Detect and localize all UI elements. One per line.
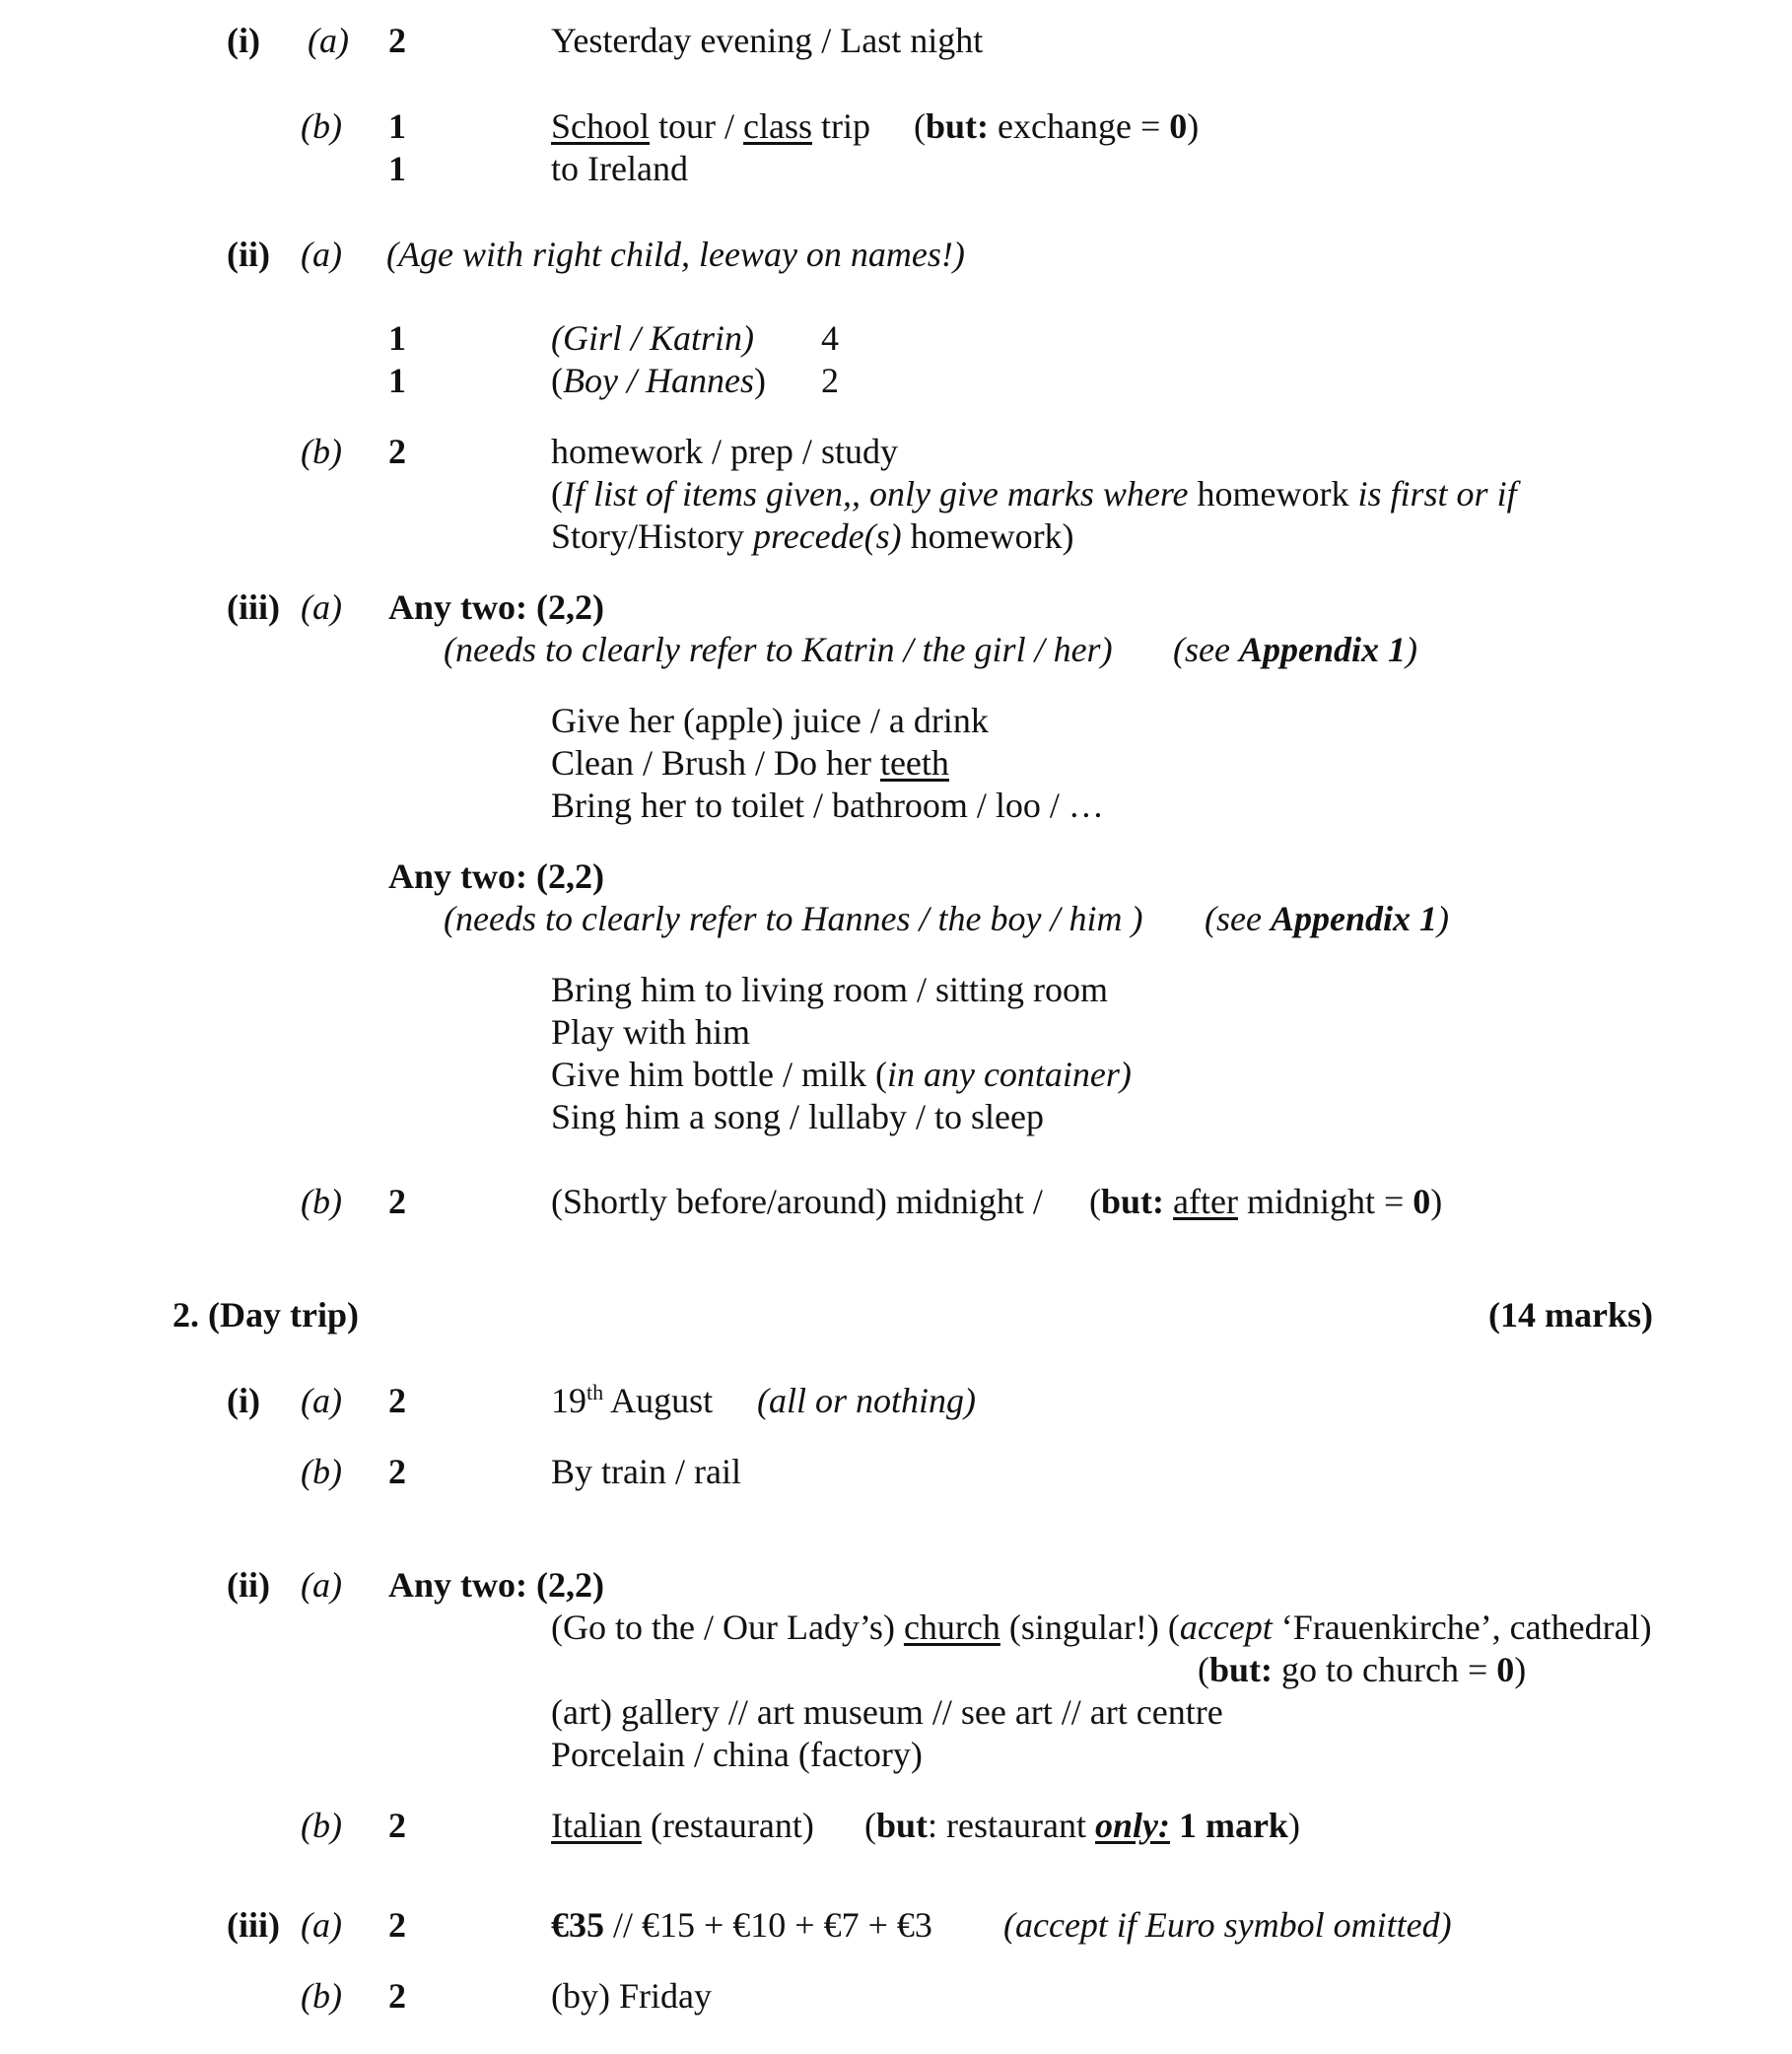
story-history: Story/History — [551, 516, 754, 556]
day-number: 19 — [551, 1381, 586, 1420]
q1-ii-b-line1: homework / prep / study — [551, 432, 898, 471]
q2-iii-a-note: (accept if Euro symbol omitted) — [1003, 1905, 1452, 1945]
q1-i-a-label: (a) — [308, 21, 349, 60]
restaurant-text: : restaurant — [928, 1806, 1095, 1845]
paren: ) — [1514, 1650, 1527, 1689]
paren: ) — [753, 361, 766, 400]
q2-i-a-answer — [551, 1380, 713, 1422]
q2-ii-a-exclusion — [1198, 1649, 1526, 1691]
q1-i-b-answer-line1 — [551, 105, 870, 148]
katrin-item-text: Clean / Brush / Do her — [551, 743, 880, 783]
zero-mark: 0 — [1413, 1182, 1431, 1221]
q2-ii-a-label: (a) — [301, 1565, 342, 1605]
q2-i-a-note: (all or nothing) — [757, 1381, 976, 1420]
q1-iii-a-note-hannes: (needs to clearly refer to Hannes / the boy / him ) — [444, 899, 1143, 938]
note-italic: If list of items given,, only give marks where — [563, 474, 1189, 514]
q1-ii-b-line2 — [551, 473, 1517, 515]
see-text: (see — [1173, 630, 1239, 669]
q1-ii-a-boy — [551, 360, 766, 402]
q2-ii-a-any-two: Any two: (2,2) — [388, 1565, 604, 1605]
but-keyword: but: — [1101, 1182, 1165, 1221]
q1-iii-b-exclusion — [1089, 1181, 1442, 1223]
q1-part-iii-label: (iii) — [227, 587, 280, 627]
q1-iii-b-mark: 2 — [388, 1182, 406, 1221]
underlined-class: class — [743, 106, 812, 146]
boy-name: Boy / Hannes — [563, 361, 754, 400]
total-amount: €35 — [551, 1905, 604, 1945]
appendix-ref: Appendix 1 — [1270, 899, 1437, 938]
q2-i-a-mark: 2 — [388, 1381, 406, 1420]
zero-mark: 0 — [1496, 1650, 1515, 1689]
q1-ii-b-mark: 2 — [388, 432, 406, 471]
q2-iii-b-answer: (by) Friday — [551, 1976, 712, 2016]
q1-iii-a-any-two-hannes: Any two: (2,2) — [388, 856, 604, 896]
paren: ( — [914, 106, 926, 146]
q2-iii-b-label: (b) — [301, 1976, 342, 2016]
q1-iii-a-see-appendix-2 — [1205, 898, 1449, 940]
q2-ii-b-mark: 2 — [388, 1806, 406, 1845]
q2-iii-a-label: (a) — [301, 1905, 342, 1945]
q2-iii-a-mark: 2 — [388, 1905, 406, 1945]
exchange-text: exchange = — [989, 106, 1170, 146]
q1-ii-a-mark1: 1 — [388, 318, 406, 358]
q1-ii-b-line3 — [551, 515, 1074, 558]
q2-title: 2. (Day trip) — [172, 1295, 359, 1335]
precedes-word: precede(s) — [753, 516, 902, 556]
q1-ii-a-girl: (Girl / Katrin) — [551, 318, 755, 358]
paren: ) — [1430, 1182, 1443, 1221]
but-keyword: but: — [926, 106, 990, 146]
church-prefix: (Go to the / Our Lady’s) — [551, 1608, 904, 1647]
q1-i-b-answer-line2: to Ireland — [551, 149, 688, 188]
q1-iii-a-see-appendix-1 — [1173, 629, 1417, 671]
q1-ii-a-note: (Age with right child, leeway on names!) — [386, 235, 965, 274]
q1-i-a-mark: 2 — [388, 21, 406, 60]
container-note: in any container) — [886, 1055, 1132, 1094]
q1-i-b-mark2: 1 — [388, 149, 406, 188]
q2-marks: (14 marks) — [1488, 1295, 1653, 1335]
q2-ii-a-line1 — [551, 1607, 1652, 1649]
q2-part-iii-label: (iii) — [227, 1905, 280, 1945]
q1-i-b-exclusion — [914, 105, 1199, 148]
paren: ( — [551, 474, 563, 514]
q2-ii-a-line4: Porcelain / china (factory) — [551, 1735, 923, 1774]
q2-i-b-label: (b) — [301, 1452, 342, 1491]
q1-iii-a-note-katrin: (needs to clearly refer to Katrin / the girl / her) — [444, 630, 1113, 669]
q2-i-a-label: (a) — [301, 1381, 342, 1420]
q1-part-ii-label: (ii) — [227, 235, 270, 274]
accept-alternatives: ‘Frauenkirche’, cathedral) — [1272, 1608, 1652, 1647]
exclusion-text: go to church = — [1273, 1650, 1497, 1689]
q1-ii-a-girl-age: 4 — [821, 318, 839, 358]
paren: ) — [1287, 1806, 1300, 1845]
q2-iii-a-answer — [551, 1904, 932, 1947]
underlined-italian: Italian — [551, 1806, 642, 1845]
see-text: (see — [1205, 899, 1271, 938]
katrin-item — [551, 742, 949, 785]
q1-iii-b-answer: (Shortly before/around) midnight / — [551, 1182, 1043, 1221]
q1-ii-a-label: (a) — [301, 235, 342, 274]
q1-ii-a-boy-age: 2 — [821, 361, 839, 400]
q1-i-b-label: (b) — [301, 106, 342, 146]
accept-word: accept — [1179, 1608, 1273, 1647]
q1-part-i-label: (i) — [227, 21, 260, 60]
but-keyword: but: — [1209, 1650, 1274, 1689]
underlined-church: church — [903, 1608, 1000, 1647]
katrin-item: Bring her to toilet / bathroom / loo / … — [551, 786, 1104, 825]
q2-part-i-label: (i) — [227, 1381, 260, 1420]
text-tour: tour / — [650, 106, 744, 146]
only-word: only: — [1094, 1806, 1170, 1845]
q1-iii-a-label: (a) — [301, 587, 342, 627]
katrin-item: Give her (apple) juice / a drink — [551, 701, 989, 740]
q2-ii-b-answer — [551, 1805, 814, 1847]
hannes-item: Sing him a song / lullaby / to sleep — [551, 1097, 1044, 1136]
paren: ( — [1089, 1182, 1101, 1221]
q2-iii-b-mark: 2 — [388, 1976, 406, 2016]
month: August — [603, 1381, 714, 1420]
q2-ii-a-line3: (art) gallery // art museum // see art // art centre — [551, 1692, 1223, 1732]
q2-ii-b-partial — [864, 1805, 1300, 1847]
paren: ( — [864, 1806, 876, 1845]
appendix-ref: Appendix 1 — [1238, 630, 1406, 669]
sum-breakdown: // €15 + €10 + €7 + €3 — [604, 1905, 932, 1945]
paren: ( — [1198, 1650, 1209, 1689]
but-keyword: but — [876, 1806, 929, 1845]
zero-mark: 0 — [1169, 106, 1188, 146]
q1-i-a-answer: Yesterday evening / Last night — [551, 21, 984, 60]
q1-ii-a-mark2: 1 — [388, 361, 406, 400]
underlined-after: after — [1173, 1182, 1238, 1221]
paren: ) — [1436, 899, 1449, 938]
hannes-item: Bring him to living room / sitting room — [551, 970, 1109, 1009]
q1-i-b-mark1: 1 — [388, 106, 406, 146]
singular-note: (singular!) ( — [999, 1608, 1180, 1647]
one-mark: 1 mark — [1169, 1806, 1288, 1845]
hannes-item: Play with him — [551, 1012, 751, 1052]
ordinal-suffix: th — [586, 1380, 604, 1404]
text-trip: trip — [812, 106, 870, 146]
paren: ) — [1405, 630, 1417, 669]
paren: ( — [551, 361, 563, 400]
underlined-teeth: teeth — [879, 743, 949, 783]
restaurant-text: (restaurant) — [641, 1806, 814, 1845]
underlined-school: School — [551, 106, 651, 146]
q1-iii-b-label: (b) — [301, 1182, 342, 1221]
hannes-item-text: Give him bottle / milk ( — [551, 1055, 887, 1094]
hannes-item — [551, 1054, 1132, 1096]
q2-i-b-mark: 2 — [388, 1452, 406, 1491]
q1-ii-b-label: (b) — [301, 432, 342, 471]
homework-word: homework — [1188, 474, 1358, 514]
q2-part-ii-label: (ii) — [227, 1565, 270, 1605]
note-italic: is first or if — [1357, 474, 1517, 514]
q1-iii-a-any-two-katrin: Any two: (2,2) — [388, 587, 604, 627]
q2-i-b-answer: By train / rail — [551, 1452, 741, 1491]
paren: ) — [1187, 106, 1200, 146]
homework-word: homework) — [901, 516, 1074, 556]
q2-ii-b-label: (b) — [301, 1806, 342, 1845]
midnight-text: midnight = — [1237, 1182, 1413, 1221]
